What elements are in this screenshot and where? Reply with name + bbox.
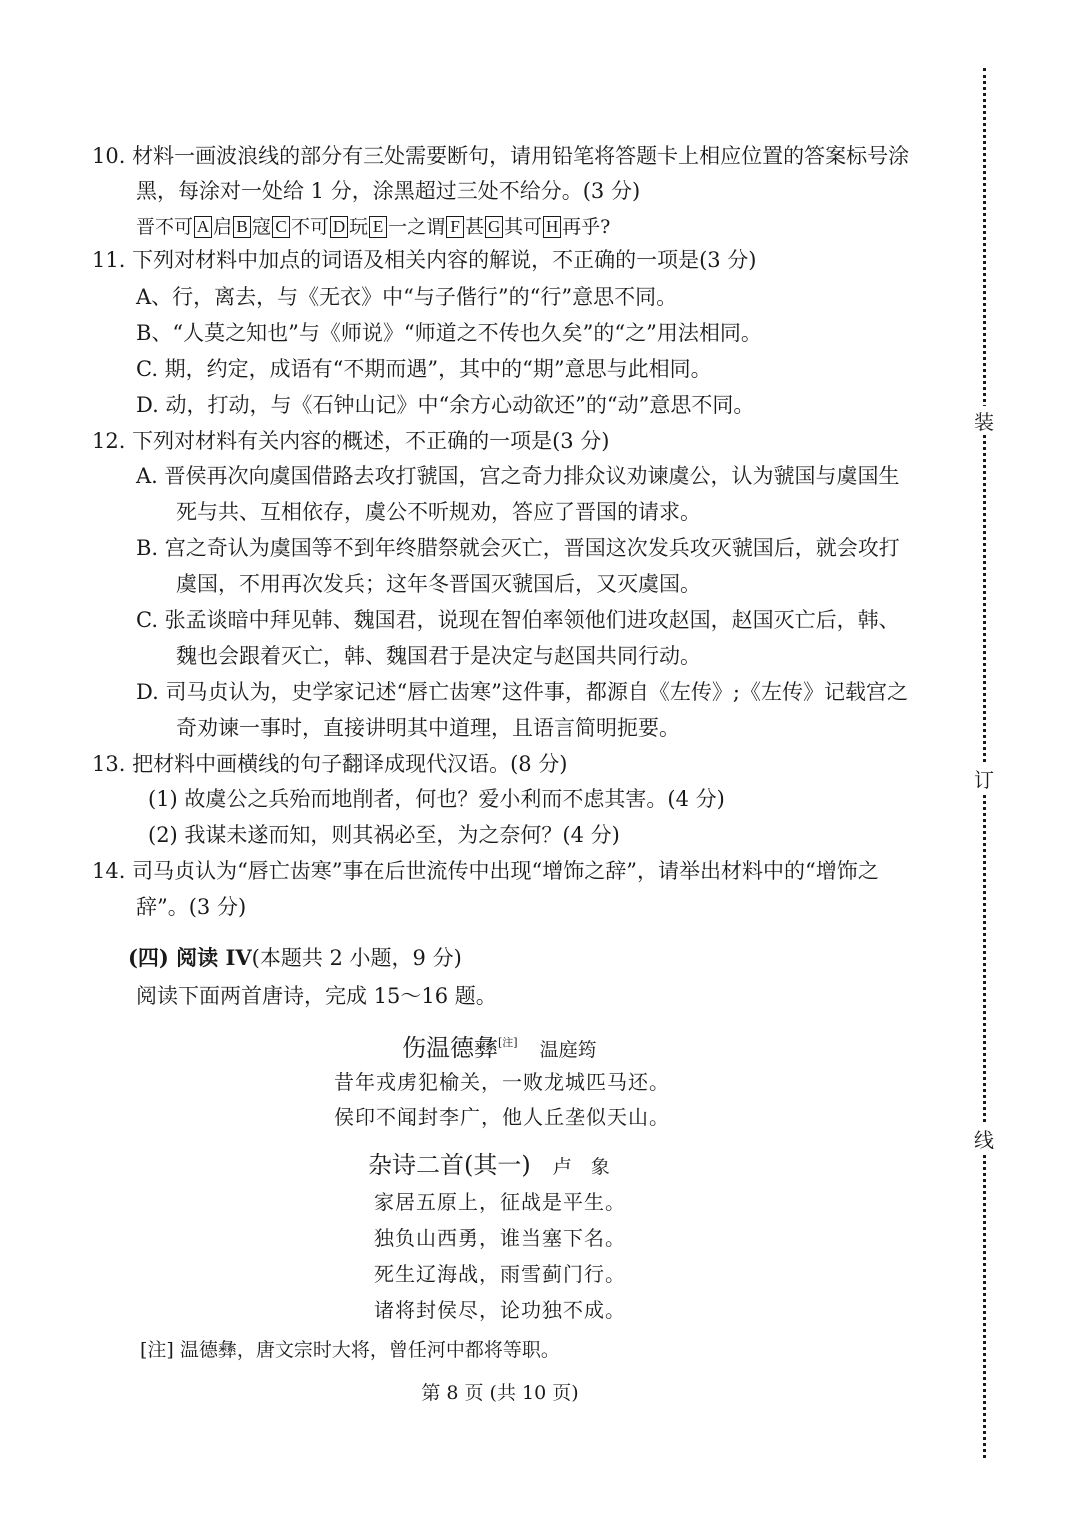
answer-box-e: E (369, 216, 387, 238)
poem1-title: 伤温德彝 (402, 1034, 498, 1062)
q14-line2: 辞”。(3 分) (136, 895, 247, 919)
footnote: [注] 温德彝，唐文宗时大将，曾任河中都将等职。 (140, 1339, 560, 1361)
q12-option-c-line1: C. 张孟谈暗中拜见韩、魏国君，说现在智伯率领他们进攻赵国，赵国灭亡后，韩、 (136, 608, 900, 632)
q12-option-a-line1: A. 晋侯再次向虞国借路去攻打虢国，宫之奇力排众议劝谏虞公，认为虢国与虞国生 (136, 464, 900, 488)
q12-option-a-line2: 死与共、互相依存，虞公不听规劝，答应了晋国的请求。 (176, 500, 701, 524)
answer-box-b: B (233, 216, 251, 238)
q10-sentence (136, 211, 610, 242)
q11-stem: 11. 下列对材料中加点的词语及相关内容的解说，不正确的一项是(3 分) (92, 248, 757, 272)
q11-option-d: D. 动，打动，与《石钟山记》中“余方心动欲还”的“动”意思不同。 (136, 393, 755, 417)
answer-box-d: D (330, 216, 348, 238)
q10-fragment: 甚 (465, 216, 485, 238)
q10-fragment: 玩 (349, 216, 369, 238)
binding-char-ding: 订 (972, 764, 996, 793)
answer-box-a: A (194, 216, 212, 238)
answer-box-g: G (485, 216, 503, 238)
q10-fragment: 启 (213, 216, 233, 238)
poem2-line-3: 死生辽海战，雨雪蓟门行。 (374, 1262, 626, 1286)
answer-box-c: C (272, 216, 290, 238)
q11-option-c: C. 期，约定，成语有“不期而遇”，其中的“期”意思与此相同。 (136, 357, 712, 381)
q12-option-b-line1: B. 宫之奇认为虞国等不到年终腊祭就会灭亡，晋国这次发兵攻灭虢国后，就会攻打 (136, 536, 900, 560)
q10-fragment: 一之谓 (388, 216, 446, 238)
poem1-line-2: 侯印不闻封李广，他人丘垄似天山。 (334, 1105, 670, 1129)
section-title: (四) 阅读 IV (128, 945, 252, 970)
q11-option-b: B、“人莫之知也”与《师说》“师道之不传也久矣”的“之”用法相同。 (136, 321, 762, 345)
q12-option-d-line2: 奇劝谏一事时，直接讲明其中道理，且语言简明扼要。 (176, 716, 680, 740)
binding-dotted-line (983, 68, 986, 1458)
answer-box-h: H (543, 216, 561, 238)
q10-fragment: 再乎? (562, 216, 611, 238)
q13-sentence-1: (1) 故虞公之兵殆而地削者，何也？爱小利而不虑其害。(4 分) (148, 787, 725, 811)
q11-option-a: A、行，离去，与《无衣》中“与子偕行”的“行”意思不同。 (136, 285, 678, 309)
answer-box-f: F (446, 216, 464, 238)
poem2-heading (368, 1150, 610, 1182)
q12-stem: 12. 下列对材料有关内容的概述，不正确的一项是(3 分) (92, 429, 610, 453)
q12-option-c-line2: 魏也会跟着灭亡，韩、魏国君于是决定与赵国共同行动。 (176, 644, 701, 668)
q14-line1: 14. 司马贞认为“唇亡齿寒”事在后世流传中出现“增饰之辞”，请举出材料中的“增饰之 (92, 859, 879, 883)
q10-line2: 黑，每涂对一处给 1 分，涂黑超过三处不给分。(3 分) (136, 179, 641, 203)
section-instruction: 阅读下面两首唐诗，完成 15～16 题。 (136, 984, 497, 1008)
binding-char-zhuang: 装 (972, 406, 996, 435)
q10-fragment: 寇 (252, 216, 272, 238)
poem2-line-1: 家居五原上，征战是平生。 (374, 1190, 626, 1214)
q10-fragment: 晋不可 (136, 216, 194, 238)
section-heading (128, 943, 462, 973)
poem2-line-4: 诸将封侯尽，论功独不成。 (374, 1298, 626, 1322)
q13-stem: 13. 把材料中画横线的句子翻译成现代汉语。(8 分) (92, 752, 568, 776)
section-note: (本题共 2 小题，9 分) (251, 946, 462, 970)
poem2-line-2: 独负山西勇，谁当塞下名。 (374, 1226, 626, 1250)
q10-line1: 10. 材料一画波浪线的部分有三处需要断句，请用铅笔将答题卡上相应位置的答案标号涂 (92, 144, 910, 168)
poem1-author: 温庭筠 (539, 1039, 597, 1061)
q10-fragment: 不可 (291, 216, 330, 238)
binding-char-xian: 线 (972, 1124, 996, 1153)
poem1-line-1: 昔年戎虏犯榆关，一败龙城匹马还。 (334, 1070, 670, 1094)
poem1-note-mark: [注] (498, 1036, 518, 1049)
poem1-heading (402, 1028, 597, 1065)
poem2-author: 卢 象 (552, 1156, 610, 1178)
q10-fragment: 其可 (504, 216, 543, 238)
q12-option-b-line2: 虞国，不用再次发兵；这年冬晋国灭虢国后，又灭虞国。 (176, 572, 701, 596)
q12-option-d-line1: D. 司马贞认为，史学家记述“唇亡齿寒”这件事，都源自《左传》;《左传》记载宫之 (136, 680, 908, 704)
q13-sentence-2: (2) 我谋未遂而知，则其祸必至，为之奈何？(4 分) (148, 823, 620, 847)
page-number: 第 8 页 (共 10 页) (421, 1382, 579, 1404)
poem2-title: 杂诗二首(其一) (368, 1151, 531, 1179)
